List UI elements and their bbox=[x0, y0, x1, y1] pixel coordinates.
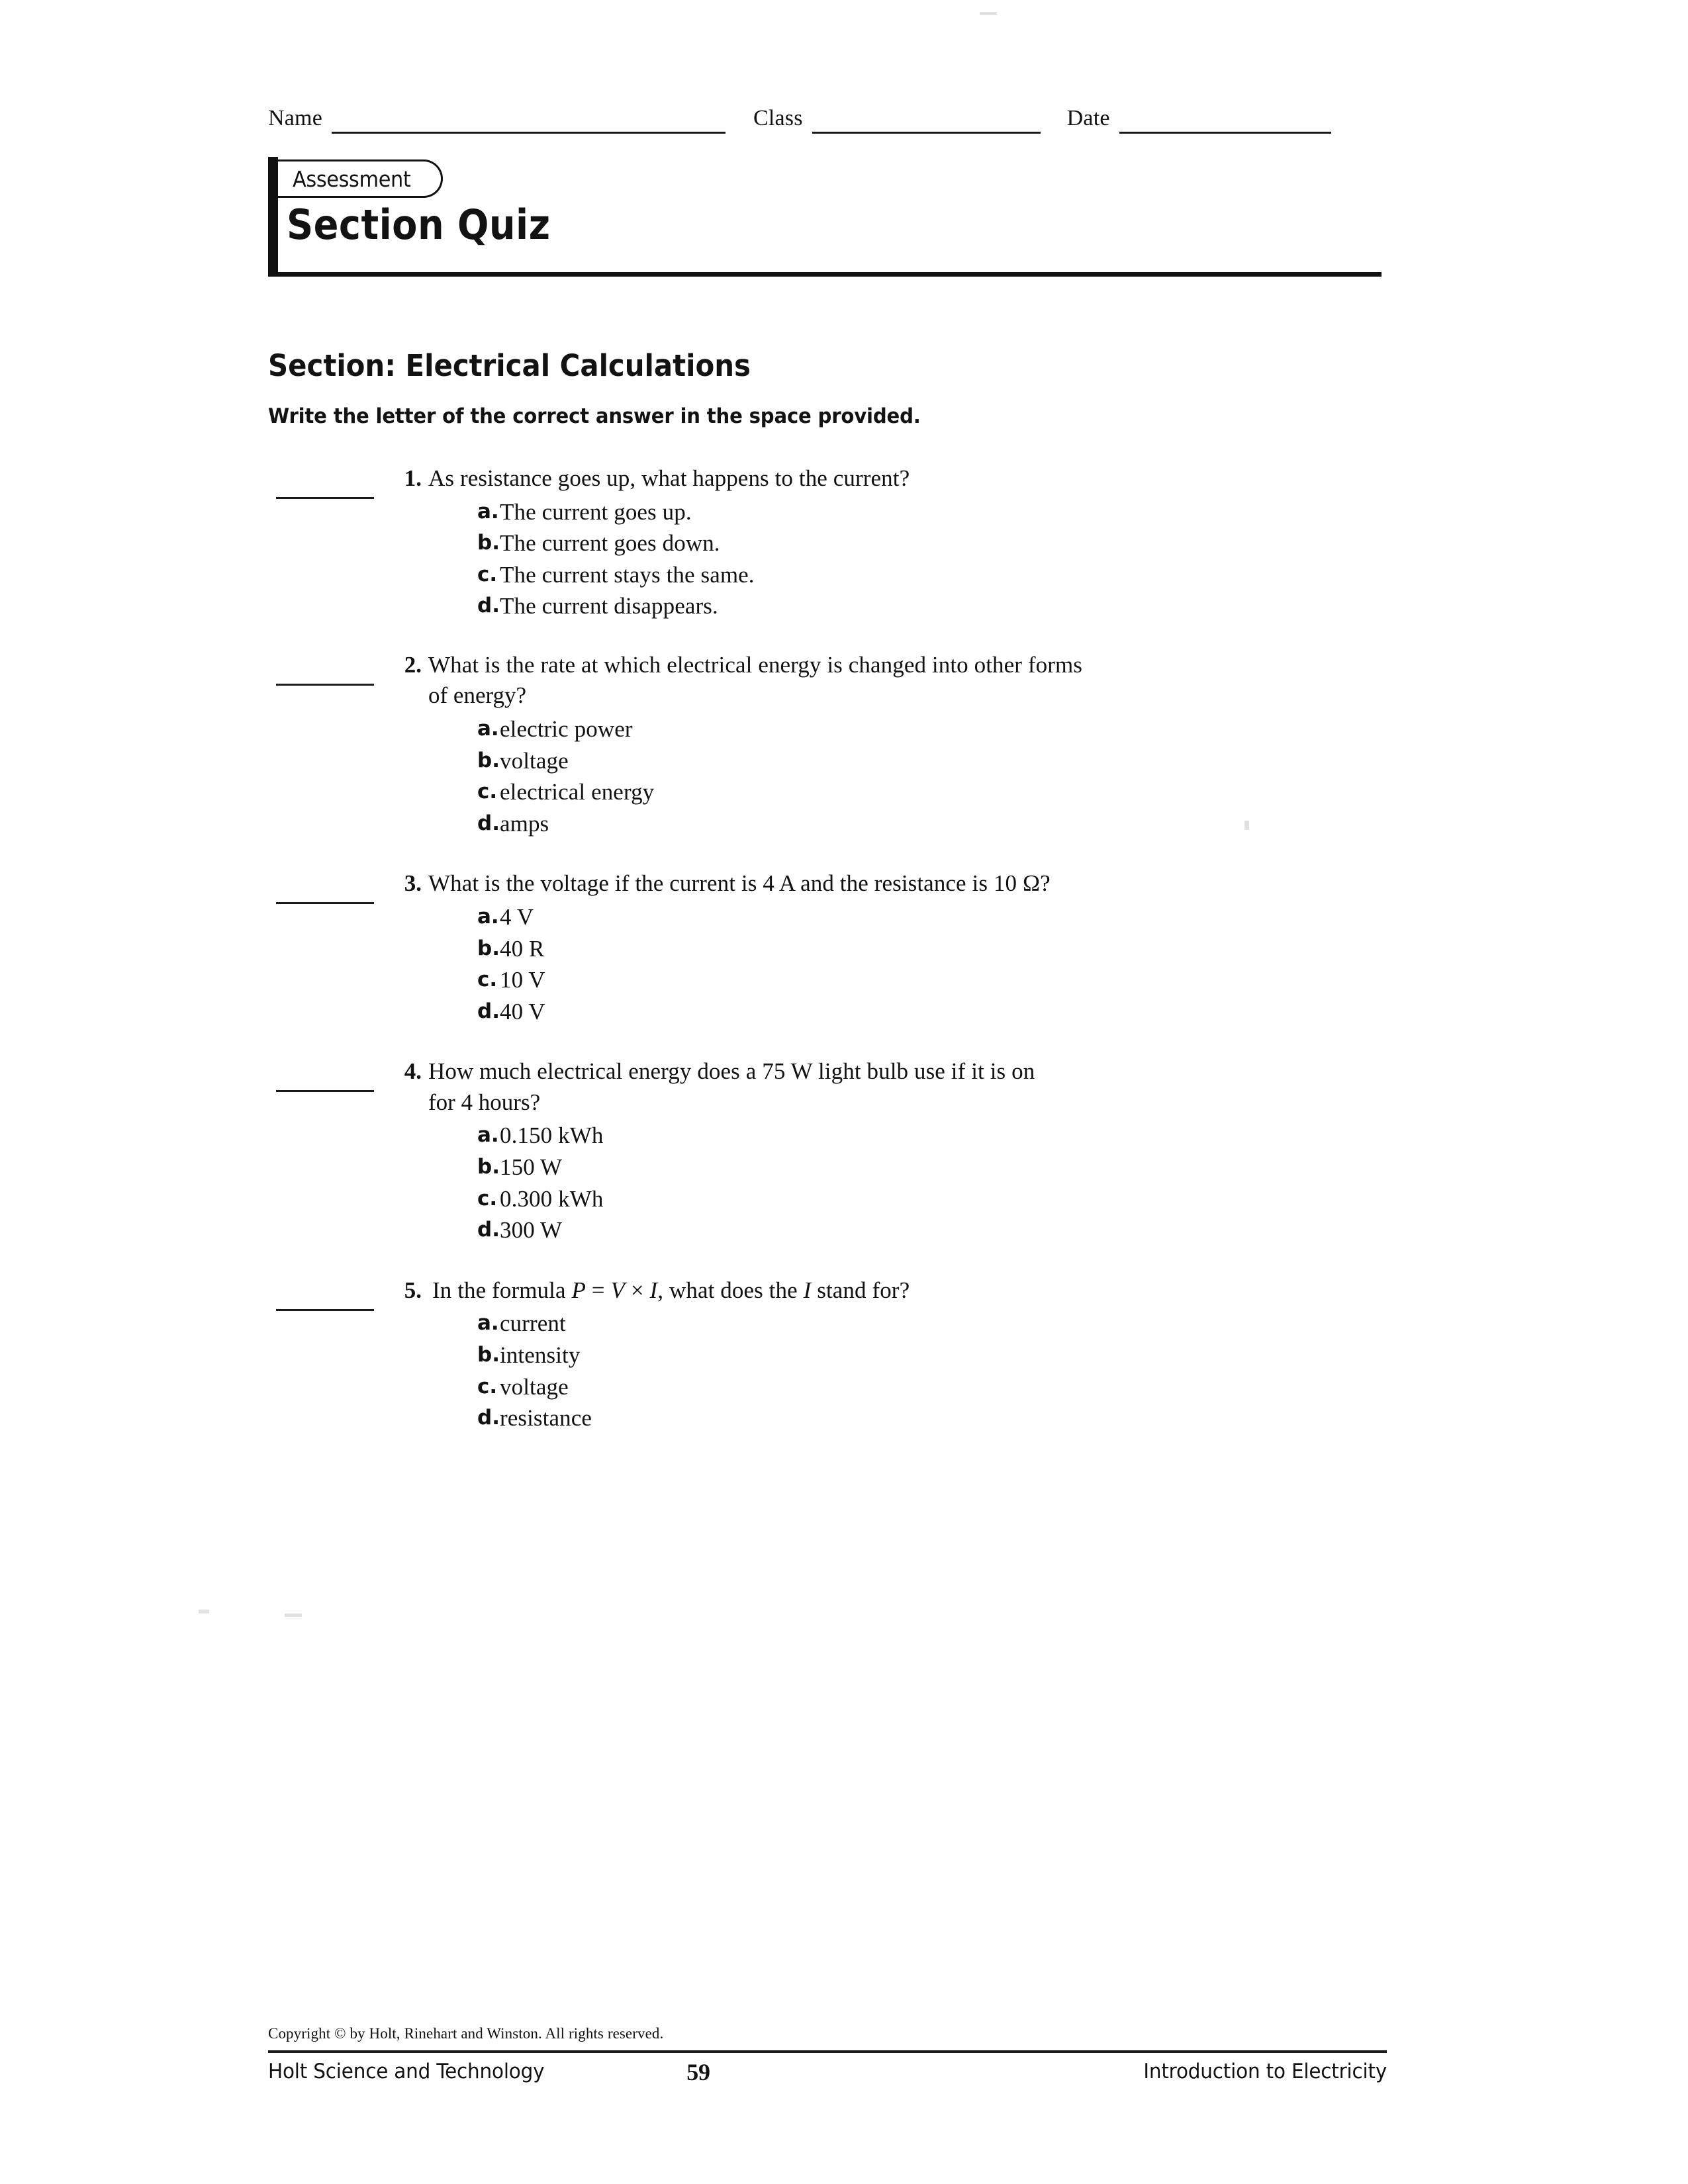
choice-letter: a. bbox=[477, 717, 499, 741]
question-text: How much electrical energy does a 75 W light bulb use if it is on bbox=[428, 1058, 1035, 1085]
question-number: 3. bbox=[404, 870, 422, 897]
choice-letter: c. bbox=[477, 562, 498, 586]
choice-list bbox=[391, 901, 1393, 1027]
choice-item[interactable] bbox=[477, 1183, 1393, 1215]
question-text-post: stand for? bbox=[811, 1277, 910, 1303]
choice-text: 4 V bbox=[500, 903, 534, 930]
choice-text: The current goes down. bbox=[500, 530, 720, 557]
choice-text: voltage bbox=[500, 1373, 569, 1400]
banner-underline-rule bbox=[268, 272, 1382, 277]
question-body bbox=[268, 1275, 1393, 1434]
name-field-group bbox=[268, 106, 726, 134]
date-field-group bbox=[1067, 106, 1331, 134]
choice-list bbox=[391, 1308, 1393, 1433]
question-item bbox=[268, 868, 1393, 1027]
choice-text: 40 V bbox=[500, 998, 545, 1024]
choice-item[interactable] bbox=[477, 1340, 1393, 1371]
choice-text: voltage bbox=[500, 747, 569, 774]
question-text: As resistance goes up, what happens to the current? bbox=[428, 465, 910, 491]
question-body bbox=[268, 1056, 1393, 1246]
choice-item[interactable] bbox=[477, 776, 1393, 808]
question-list bbox=[268, 463, 1393, 1462]
formula-symbol-i: I bbox=[649, 1277, 658, 1303]
choice-text: resistance bbox=[500, 1405, 592, 1432]
choice-text: 300 W bbox=[500, 1217, 563, 1244]
name-write-in-line[interactable] bbox=[332, 131, 726, 134]
choice-letter: b. bbox=[477, 1342, 500, 1367]
choice-list bbox=[391, 1120, 1393, 1246]
scan-artifact bbox=[1244, 821, 1249, 830]
choice-letter: a. bbox=[477, 499, 499, 523]
choice-letter: b. bbox=[477, 748, 500, 772]
question-text-pre: In the formula bbox=[432, 1277, 572, 1303]
choice-letter: b. bbox=[477, 531, 500, 555]
choice-item[interactable] bbox=[477, 1152, 1393, 1183]
copyright-notice: Copyright © by Holt, Rinehart and Winston. All rights reserved. bbox=[268, 2025, 664, 2042]
choice-item[interactable] bbox=[477, 1214, 1393, 1246]
scan-artifact bbox=[980, 12, 997, 15]
choice-item[interactable] bbox=[477, 745, 1393, 777]
choice-text: intensity bbox=[500, 1342, 581, 1368]
choice-letter: d. bbox=[477, 999, 500, 1023]
question-text bbox=[432, 1275, 1393, 1306]
choice-item[interactable] bbox=[477, 996, 1393, 1028]
choice-letter: d. bbox=[477, 594, 500, 618]
choice-text: 150 W bbox=[500, 1154, 563, 1180]
choice-text: 0.150 kWh bbox=[500, 1122, 604, 1149]
instructions-text: Write the letter of the correct answer in the space provided. bbox=[268, 404, 921, 428]
question-text: What is the voltage if the current is 4 A and the resistance is 10 Ω? bbox=[428, 870, 1051, 897]
choice-item[interactable] bbox=[477, 964, 1393, 996]
question-item bbox=[268, 463, 1393, 622]
choice-item[interactable] bbox=[477, 901, 1393, 933]
choice-item[interactable] bbox=[477, 527, 1393, 559]
choice-letter: c. bbox=[477, 780, 498, 804]
choice-letter: b. bbox=[477, 1155, 500, 1179]
choice-letter: b. bbox=[477, 936, 500, 960]
class-write-in-line[interactable] bbox=[812, 131, 1041, 134]
question-text-mid: , what does the bbox=[657, 1277, 804, 1303]
choice-letter: a. bbox=[477, 1311, 499, 1336]
formula-symbol-v: V bbox=[610, 1277, 625, 1303]
choice-item[interactable] bbox=[477, 1402, 1393, 1434]
choice-item[interactable] bbox=[477, 933, 1393, 965]
choice-text: electric power bbox=[500, 716, 633, 743]
choice-text: amps bbox=[500, 810, 549, 837]
formula-equals: = bbox=[585, 1277, 611, 1303]
choice-letter: d. bbox=[477, 1218, 500, 1242]
choice-item[interactable] bbox=[477, 1120, 1393, 1152]
page-title: Section Quiz bbox=[287, 201, 551, 249]
question-number: 4. bbox=[404, 1058, 422, 1085]
choice-letter: d. bbox=[477, 1406, 500, 1430]
class-label: Class bbox=[753, 106, 803, 130]
choice-letter: d. bbox=[477, 811, 500, 835]
formula-symbol-p: P bbox=[571, 1277, 586, 1303]
choice-item[interactable] bbox=[477, 496, 1393, 528]
question-body bbox=[268, 463, 1393, 622]
date-write-in-line[interactable] bbox=[1119, 131, 1331, 134]
choice-item[interactable] bbox=[477, 559, 1393, 591]
question-text: What is the rate at which electrical energy is changed into other forms bbox=[428, 651, 1083, 678]
banner-spine-bar bbox=[268, 157, 278, 275]
formula-times-sign: × bbox=[624, 1277, 650, 1303]
question-item bbox=[268, 650, 1393, 839]
choice-text: current bbox=[500, 1310, 566, 1337]
choice-text: electrical energy bbox=[500, 779, 655, 805]
footer-book-title: Holt Science and Technology bbox=[268, 2060, 545, 2083]
choice-item[interactable] bbox=[477, 808, 1393, 840]
choice-item[interactable] bbox=[477, 1308, 1393, 1340]
section-heading: Section: Electrical Calculations bbox=[268, 348, 751, 383]
footer-row bbox=[268, 2060, 1387, 2099]
choice-text: The current stays the same. bbox=[500, 561, 755, 588]
question-text-continued: of energy? bbox=[428, 682, 527, 709]
footer-rule bbox=[268, 2050, 1387, 2053]
assessment-tag-label: Assessment bbox=[293, 165, 411, 192]
choice-text: 40 R bbox=[500, 935, 545, 962]
formula-symbol-i-2: I bbox=[803, 1277, 812, 1303]
choice-list bbox=[391, 496, 1393, 622]
scan-artifact bbox=[285, 1614, 302, 1617]
question-number: 1. bbox=[404, 465, 422, 491]
question-number: 2. bbox=[404, 651, 422, 678]
choice-letter: a. bbox=[477, 1123, 499, 1148]
question-text-continued: for 4 hours? bbox=[428, 1089, 541, 1115]
choice-item[interactable] bbox=[477, 713, 1393, 745]
date-label: Date bbox=[1066, 106, 1110, 130]
question-number: 5. bbox=[404, 1277, 422, 1303]
choice-letter: c. bbox=[477, 1186, 498, 1210]
choice-text: 0.300 kWh bbox=[500, 1185, 604, 1212]
question-item bbox=[268, 1275, 1393, 1434]
class-field-group bbox=[753, 106, 1041, 134]
page-number: 59 bbox=[686, 2059, 710, 2085]
question-body bbox=[268, 650, 1393, 839]
footer-chapter-title: Introduction to Electricity bbox=[1143, 2060, 1387, 2083]
scan-artifact bbox=[199, 1610, 209, 1614]
choice-letter: a. bbox=[477, 904, 499, 929]
choice-text: The current goes up. bbox=[500, 498, 692, 525]
question-body bbox=[268, 868, 1393, 1027]
choice-letter: c. bbox=[477, 1374, 498, 1398]
question-item bbox=[268, 1056, 1393, 1246]
assessment-tag bbox=[278, 159, 443, 198]
choice-list bbox=[391, 713, 1393, 839]
assessment-banner bbox=[268, 157, 1387, 279]
student-info-row bbox=[268, 106, 1387, 134]
name-label: Name bbox=[268, 106, 322, 130]
choice-text: The current disappears. bbox=[500, 593, 718, 619]
choice-letter: c. bbox=[477, 968, 498, 992]
choice-item[interactable] bbox=[477, 1371, 1393, 1403]
choice-item[interactable] bbox=[477, 590, 1393, 622]
choice-text: 10 V bbox=[500, 967, 545, 993]
